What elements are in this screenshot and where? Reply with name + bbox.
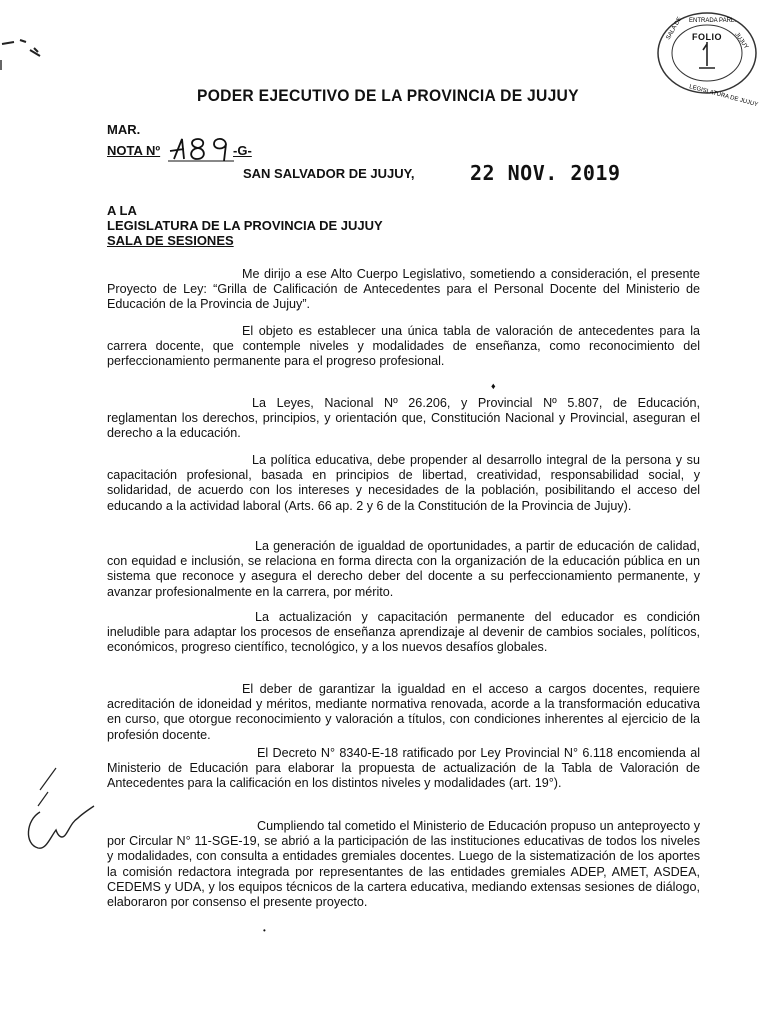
nota-label-text: NOTA Nº bbox=[107, 143, 161, 158]
body-paragraph-7: El deber de garantizar la igualdad en el acceso a cargos docentes, requiere acreditación de idoneidad y méritos, mediante normativa renovada, acorde a la transformación educativa en curso, que otorgue reconocimiento y valoración a títulos, con condiciones inherentes al ejercicio de la profesión docente. bbox=[107, 682, 700, 742]
reference-mar: MAR. bbox=[107, 122, 141, 137]
svg-text:LEGISLATURA DE JUJUY: LEGISLATURA DE JUJUY bbox=[688, 84, 759, 109]
margin-initial-signature bbox=[20, 760, 130, 855]
body-paragraph-5: La generación de igualdad de oportunidades, a partir de educación de calidad, con equidad e inclusión, se relaciona en forma directa con la organización de la educación pública en un sistema que reconoce y asegura el derecho deber del docente a su perfeccionamiento permanente, y avanzar profesionalmente en la carrera, por mérito. bbox=[107, 539, 700, 599]
stray-mark: • bbox=[263, 926, 266, 935]
entry-stamp bbox=[655, 10, 759, 109]
body-paragraph-9: Cumpliendo tal cometido el Ministerio de Educación propuso un anteproyecto y por Circular N° 11-SGE-19, se abrió a la participación de las instituciones educativas de todos los niveles y modalidades, con consulta a entidades gremiales docentes. Luego de la sistematización de los aportes la comisión redactora integrada por representantes de las entidades gremiales ADEP, AMET, ASDEA, CEDEMS y UDA, y los equipos técnicos de la cartera educativa, mediando extensas sesiones de diálogo, elaboraron por consenso el presente proyecto. bbox=[107, 819, 700, 910]
stamp-folio-label: FOLIO bbox=[692, 32, 722, 42]
issuer-title: PODER EJECUTIVO DE LA PROVINCIA DE JUJUY bbox=[197, 86, 579, 105]
addressee-line-1: A LA bbox=[107, 203, 137, 218]
svg-text:ENTRADA PARL.: ENTRADA PARL. bbox=[689, 18, 736, 24]
scan-mark-graphic bbox=[0, 30, 60, 70]
body-paragraph-6: La actualización y capacitación permanente del educador es condición ineludible para adaptar los procesos de enseñanza aprendizaje al devenir de cambios sociales, políticos, económicos, progreso científico, tecnológico, y a los nuevos desafíos globales. bbox=[107, 610, 700, 655]
body-paragraph-4: La política educativa, debe propender al desarrollo integral de la persona y su capacitación profesional, basada en principios de libertad, creatividad, responsabilidad social, y solidaridad, de acuerdo con los intereses y necesidades de la población, posibilitando el acceso del educando a la actividad laboral (Arts. 66 ap. 2 y 6 de la Constitución de la Provincia de Jujuy). bbox=[107, 453, 700, 513]
date-stamp: 22 NOV. 2019 bbox=[470, 161, 621, 185]
stray-mark: ♦ bbox=[491, 381, 496, 391]
svg-text:JUJUY: JUJUY bbox=[733, 31, 749, 51]
nota-suffix: -G- bbox=[233, 143, 252, 158]
stamp-seal-graphic bbox=[655, 10, 759, 109]
body-paragraph-8: El Decreto N° 8340-E-18 ratificado por Ley Provincial N° 6.118 encomienda al Ministerio de Educación para elaborar la propuesta de actualización de la Tabla de Valoración de Antecedentes para la calificación en los distintos niveles y modalidades (art. 19°). bbox=[107, 746, 700, 791]
addressee-line-3: SALA DE SESIONES bbox=[107, 233, 234, 248]
body-paragraph-1: Me dirijo a ese Alto Cuerpo Legislativo, sometiendo a consideración, el presente Proyecto de Ley: “Grilla de Calificación de Antecedentes para el Personal Docente del Ministerio de Educación de la Provincia de Jujuy”. bbox=[107, 267, 700, 312]
body-paragraph-2: El objeto es establecer una única tabla de valoración de antecedentes para la carrera docente, que contemple niveles y modalidades de enseñanza, como reconocimiento del perfeccionamiento permanente para el progreso profesional. bbox=[107, 324, 700, 369]
nota-label bbox=[107, 143, 160, 158]
svg-text:SALA DE: SALA DE bbox=[665, 16, 684, 41]
nota-number-handwritten bbox=[168, 133, 234, 163]
place-label: SAN SALVADOR DE JUJUY, bbox=[243, 166, 415, 181]
body-paragraph-3: La Leyes, Nacional Nº 26.206, y Provincial Nº 5.807, de Educación, reglamentan los derechos, principios, y orientación que, Constitución Nacional y Provincial, aseguran el derecho a la educación. bbox=[107, 396, 700, 441]
addressee-line-2: LEGISLATURA DE LA PROVINCIA DE JUJUY bbox=[107, 218, 383, 233]
